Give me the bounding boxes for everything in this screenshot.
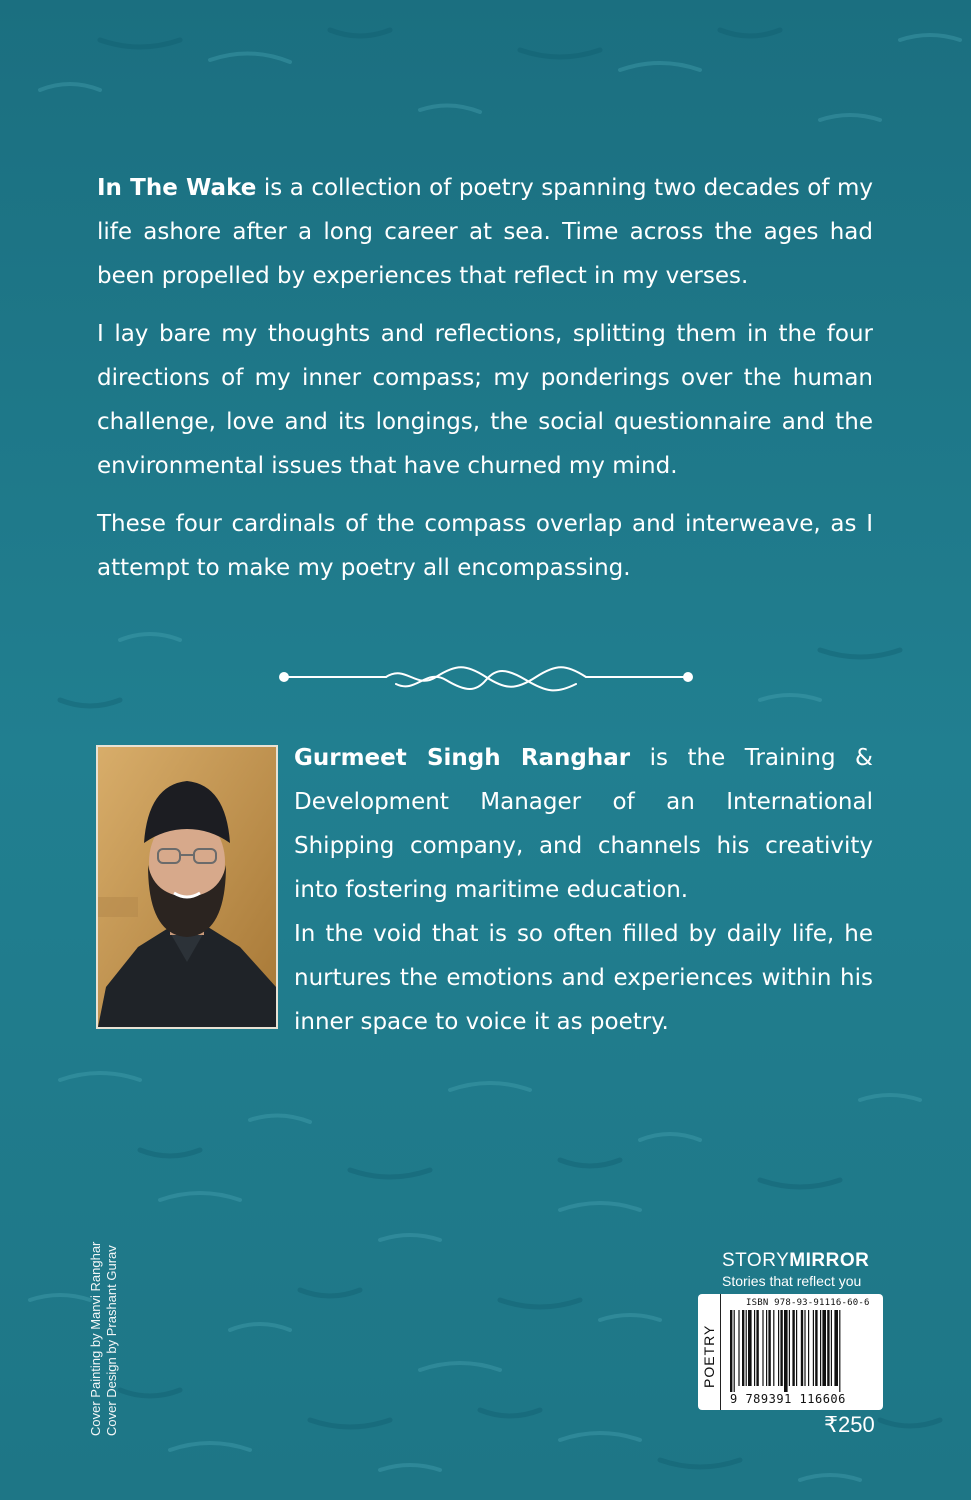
genre-label-box bbox=[698, 1294, 721, 1410]
cover-design-credit: Cover Design by Prashant Gurav bbox=[104, 1245, 119, 1436]
price-label: ₹250 bbox=[824, 1412, 875, 1437]
blurb-paragraph-2: I lay bare my thoughts and reflections, splitting them in the four directions of my inner compass; my ponderings over the human challenge, love and its longings, the social questionnaire and the environmental issues that have churned my mind. bbox=[97, 321, 873, 479]
author-name: Gurmeet Singh Ranghar bbox=[294, 745, 631, 771]
cover-painting-credit: Cover Painting by Manvi Ranghar bbox=[88, 1241, 103, 1436]
cover-credits bbox=[88, 1242, 120, 1436]
author-bio bbox=[294, 736, 873, 1044]
publisher-tagline: Stories that reflect you bbox=[722, 1273, 862, 1289]
isbn-barcode-box bbox=[698, 1294, 883, 1410]
decorative-divider-icon bbox=[276, 660, 696, 696]
book-blurb bbox=[97, 166, 873, 604]
author-bio-text-1: is the Training & Development Manager of an International Shipping company, and channels his creativity into fostering maritime education. bbox=[294, 745, 873, 903]
blurb-paragraph-1-text: is a collection of poetry spanning two decades of my life ashore after a long career at sea. Time across the ages had been propelled by experiences that reflect in my verses. bbox=[97, 175, 873, 289]
author-bio-paragraph-1 bbox=[294, 736, 873, 912]
author-portrait-image bbox=[98, 747, 276, 1027]
genre-label: POETRY bbox=[701, 1324, 717, 1388]
isbn-label: ISBN 978-93-91116-60-6 bbox=[746, 1298, 870, 1308]
barcode-digits: 9 789391 116606 bbox=[730, 1392, 846, 1406]
blurb-paragraph-1 bbox=[97, 166, 873, 298]
barcode-icon bbox=[728, 1310, 876, 1392]
book-title: In The Wake bbox=[97, 175, 257, 201]
author-photo bbox=[96, 745, 278, 1029]
blurb-paragraph-3: These four cardinals of the compass overlap and interweave, as I attempt to make my poetry all encompassing. bbox=[97, 511, 873, 581]
author-bio-paragraph-2: In the void that is so often filled by daily life, he nurtures the emotions and experiences within his inner space to voice it as poetry. bbox=[294, 921, 873, 1035]
brand-mirror: MIRROR bbox=[789, 1250, 870, 1271]
publisher-brand bbox=[722, 1250, 892, 1272]
publisher-logo bbox=[722, 1250, 892, 1290]
brand-story: STORY bbox=[722, 1250, 790, 1271]
